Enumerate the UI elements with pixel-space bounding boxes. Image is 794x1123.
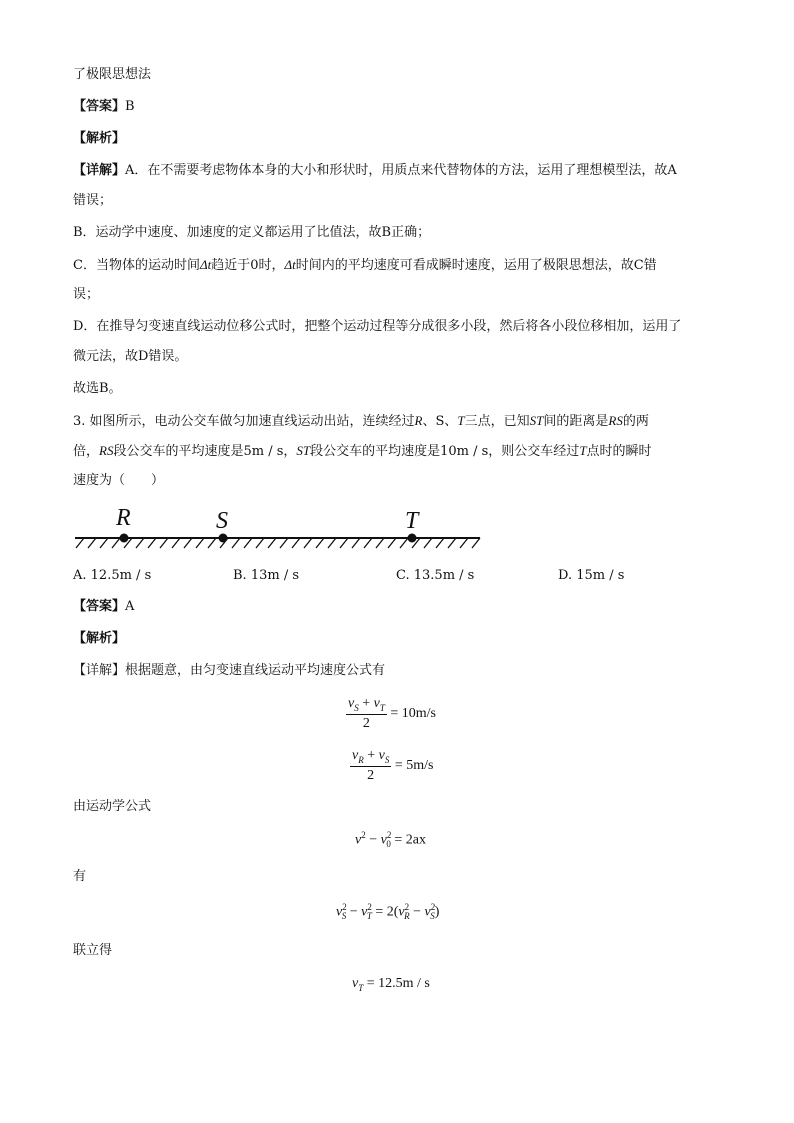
detail-line-d2: 微元法，故D错误。 [73, 349, 188, 364]
equation-4: $v^2_S - v^2_T = 2(v^2_R - v^2_S)$ [336, 902, 440, 922]
equation-2 [350, 748, 433, 784]
q3-var-t: T [457, 413, 465, 428]
c-text-2: 趋近于0时， [211, 258, 285, 273]
q3-text: 段公交车的平均速度是5m / s， [113, 444, 297, 459]
q3-text: 点时的瞬时 [586, 444, 652, 459]
analysis-tag: 【解析】 [73, 131, 126, 146]
analysis-tag: 【解析】 [73, 631, 126, 646]
delta-t-symbol: Δt [199, 257, 212, 272]
q3-text: 的两 [622, 414, 649, 429]
equation-3: $v^2 - v^2_0 = 2ax$ [355, 830, 426, 850]
point-s [219, 534, 228, 543]
detail-line-a1 [73, 162, 677, 180]
q3-text: 、S、 [422, 414, 458, 429]
question-line-1 [73, 412, 649, 431]
option-d: D. 15m / s [558, 568, 625, 583]
answer-tag: 【答案】 [73, 599, 126, 614]
detail-line-d1: D．在推导匀变速直线运动位移公式时，把整个运动过程等分成很多小段，然后将各小段位移相加，运用了 [73, 319, 682, 334]
q3-text: 三点，已知 [464, 414, 530, 429]
q3-var-rs: RS [99, 443, 114, 458]
option-b: B. 13m / s [233, 568, 300, 583]
point-t [408, 534, 417, 543]
delta-t-symbol: Δt [284, 257, 296, 272]
equation-rhs: = 10m/s [390, 706, 436, 722]
c-text-1: C．当物体的运动时间 [73, 258, 200, 273]
equation-rhs: = 5m/s [394, 758, 434, 774]
detail-tag: 【详解】 [73, 163, 126, 178]
detail-line-b: B．运动学中速度、加速度的定义都运用了比值法，故B正确； [73, 225, 431, 240]
q3-var-t: T [579, 443, 587, 458]
text-line: 由运动学公式 [73, 799, 152, 814]
answer-line [73, 98, 135, 116]
q3-text: 3. 如图所示，电动公交车做匀加速直线运动出站，连续经过 [73, 414, 415, 429]
q3-text: 倍， [73, 444, 100, 459]
detail-line-c1 [73, 256, 657, 275]
text-line: 有 [73, 869, 87, 884]
point-r [120, 534, 129, 543]
detail-line-a2: 错误； [73, 193, 113, 208]
label-r: R [116, 505, 131, 531]
detail-a-text: A．在不需要考虑物体本身的大小和形状时，用质点来代替物体的方法，运用了理想模型法，故A [125, 163, 677, 178]
equation-1 [346, 696, 436, 732]
text-line: 了极限思想法 [73, 67, 152, 82]
c-text-3: 时间内的平均速度可看成瞬时速度，运用了极限思想法，故C错 [295, 258, 657, 273]
equation-5: $v_T = 12.5m / s$ [352, 976, 430, 993]
question-line-3: 速度为（ ） [73, 473, 165, 488]
choose-line: 故选B。 [73, 381, 122, 396]
option-a: A. 12.5m / s [73, 568, 152, 583]
detail-line: 【详解】根据题意，由匀变速直线运动平均速度公式有 [73, 663, 386, 678]
question-line-2 [73, 442, 652, 461]
q3-var-r: R [414, 413, 423, 428]
answer-value: A [125, 599, 135, 614]
q3-var-st: ST [529, 413, 544, 428]
answer-line [73, 598, 134, 616]
label-t: T [405, 508, 419, 534]
road-figure [70, 500, 490, 560]
ground-hatch [76, 538, 480, 548]
fraction: $\frac{v_S + v_T}{2}$ [348, 696, 385, 731]
label-s: S [216, 508, 228, 534]
detail-line-c2: 误； [73, 287, 100, 302]
fraction: $\frac{v_R + v_S}{2}$ [352, 748, 390, 783]
answer-value: B [125, 99, 135, 114]
q3-var-st: ST [296, 443, 311, 458]
option-c: C. 13.5m / s [396, 568, 475, 583]
q3-text: 间的距离是 [543, 414, 609, 429]
q3-text: 段公交车的平均速度是10m / s，则公交车经过 [310, 444, 580, 459]
text-line: 联立得 [73, 943, 113, 958]
q3-var-rs: RS [608, 413, 623, 428]
answer-tag: 【答案】 [73, 99, 126, 114]
